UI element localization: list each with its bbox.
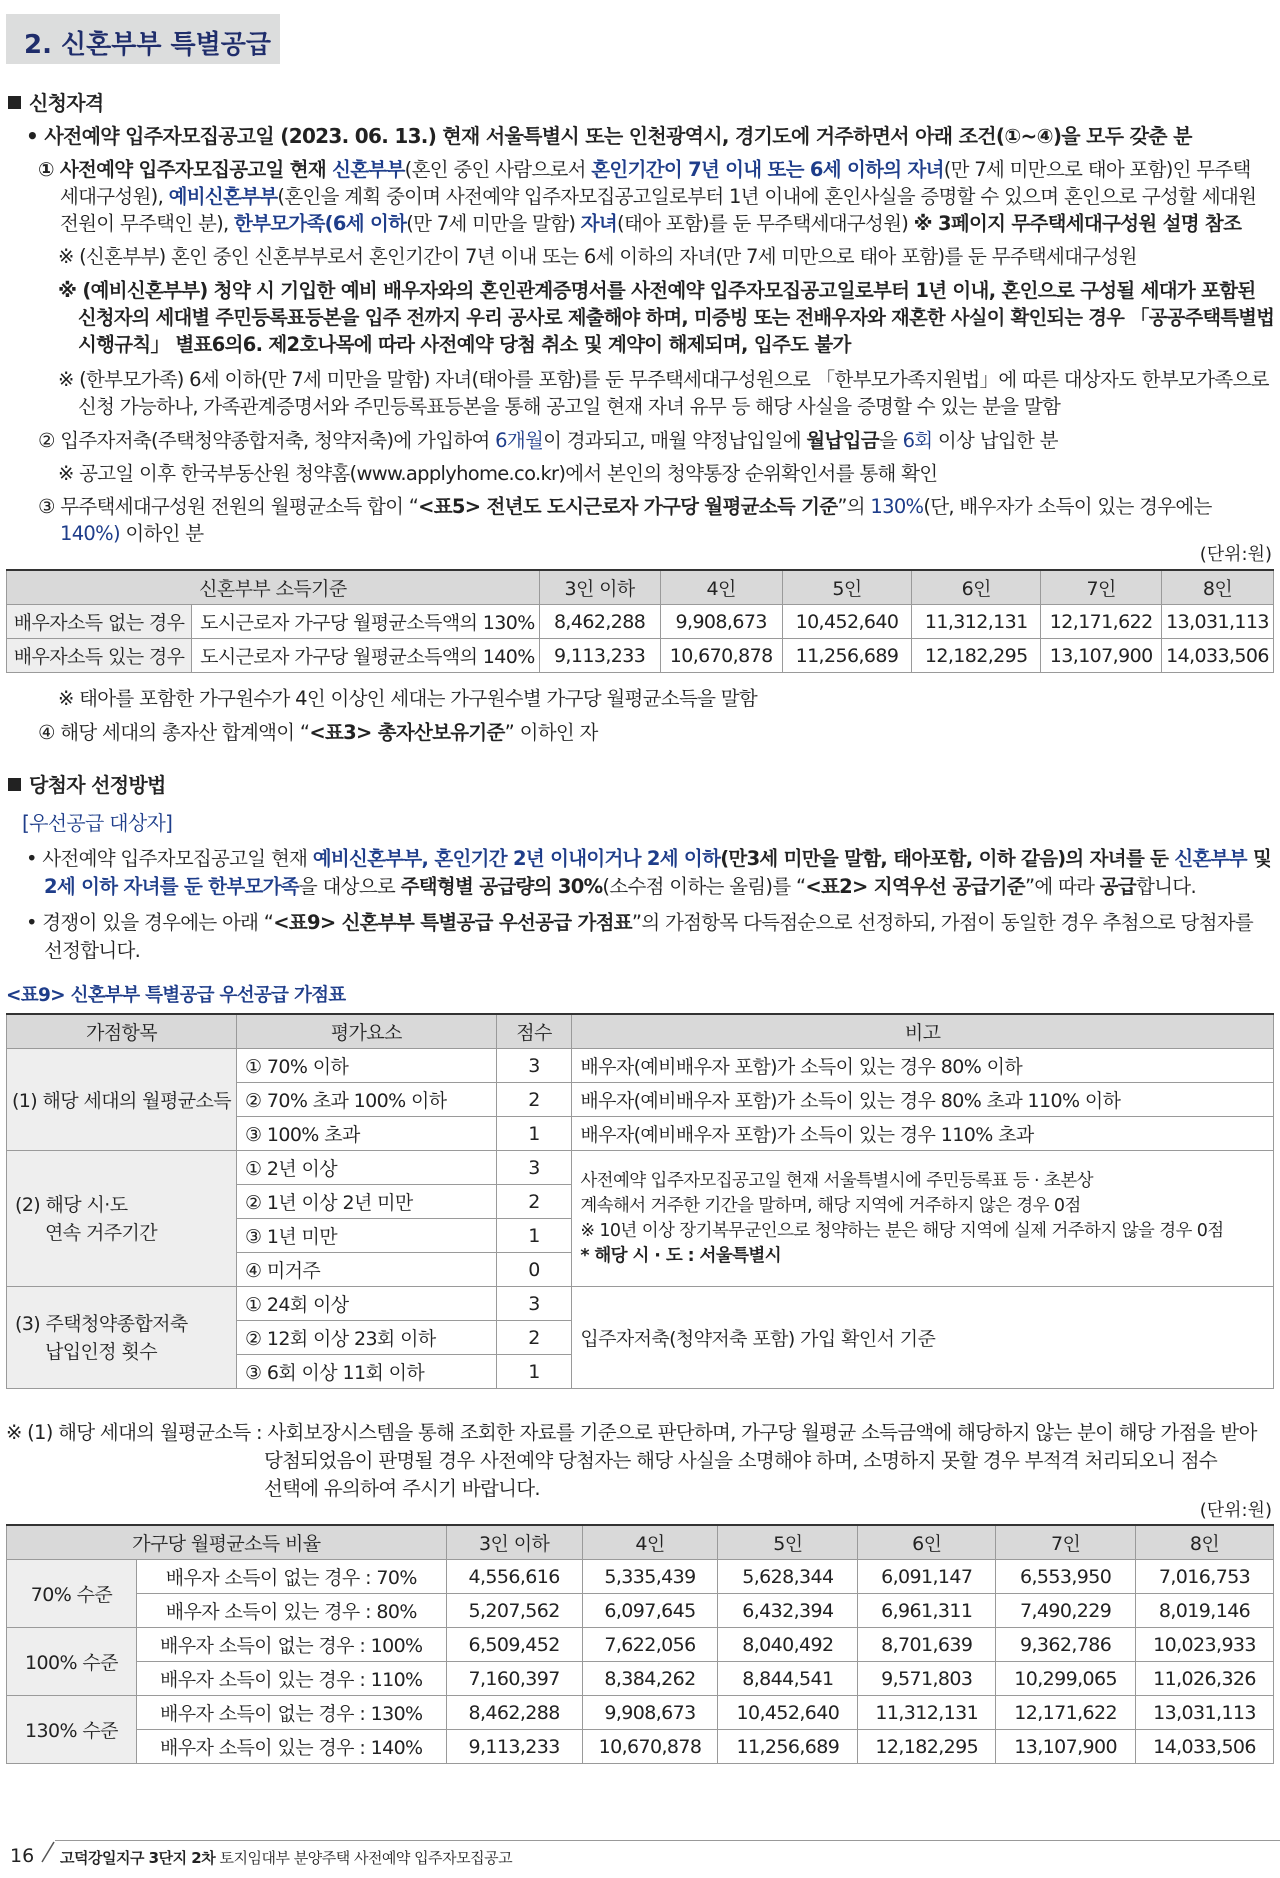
square-bullet-icon	[8, 96, 21, 109]
table-cell: 7,622,056	[582, 1628, 718, 1662]
table-header-cell: 점수	[496, 1014, 572, 1049]
table-cell: 배우자 소득이 없는 경우 : 130%	[136, 1696, 446, 1730]
table-cell: 배우자 소득이 있는 경우 : 80%	[136, 1594, 446, 1628]
table-row	[7, 1696, 1274, 1730]
table-cell: 10,452,640	[718, 1696, 858, 1730]
table-cell: 8,701,639	[858, 1628, 996, 1662]
table-cell: 6,553,950	[996, 1560, 1136, 1594]
table-cell: 3	[496, 1151, 572, 1185]
table-cell: 2	[496, 1083, 572, 1117]
unit-label-1: (단위:원)	[1199, 544, 1272, 565]
table-cell: 4,556,616	[446, 1560, 582, 1594]
footer-document-title: 고덕강일지구 3단지 2차 토지임대부 분양주택 사전예약 입주자모집공고	[60, 1849, 513, 1867]
residence-note: 사전예약 입주자모집공고일 현재 서울특별시에 주민등록표 등 · 초본상 계속해서 거주한 기간을 말하며, 해당 지역에 거주하지 않은 경우 0점 ※ 10년 이상 장기복무군인으로 청약하는 분은 해당 지역에 실제 거주하지 않을 경우 0점 * 해당 시 · 도 : 서울특별시	[572, 1151, 1274, 1287]
section-title-box	[6, 14, 280, 64]
table-cell: 9,113,233	[539, 639, 660, 673]
table-cell: 10,299,065	[996, 1662, 1136, 1696]
section-title: 2. 신혼부부 특별공급	[24, 30, 271, 60]
table-cell: 12,182,295	[858, 1730, 996, 1764]
table-cell: 13,031,113	[1136, 1696, 1274, 1730]
footer-rule	[55, 1840, 1280, 1841]
square-bullet-icon	[8, 778, 21, 791]
table-row	[7, 1151, 1274, 1185]
table-row	[7, 1594, 1274, 1628]
eligibility-intro: • 사전예약 입주자모집공고일 (2023. 06. 13.) 현재 서울특별시 또는 인천광역시, 경기도에 거주하면서 아래 조건(①~④)을 모두 갖춘 분	[26, 124, 1192, 148]
table-cell: 도시근로자 가구당 월평균소득액의 130%	[192, 605, 540, 639]
table-header-cell: 7인	[1041, 570, 1162, 605]
condition-4: ④ 해당 세대의 총자산 합계액이 “<표3> 총자산보유기준” 이하인 자	[38, 721, 598, 744]
points-category-residence: (2) 해당 시·도 연속 거주기간	[7, 1151, 237, 1287]
footnote-line-2: 당첨되었음이 판명될 경우 사전예약 당첨자는 해당 사실을 소명해야 하며, 소명하지 못할 경우 부적격 처리되오니 점수	[264, 1449, 1218, 1472]
table-cell: 6,432,394	[718, 1594, 858, 1628]
table-cell: ③ 100% 초과	[236, 1117, 496, 1151]
table-cell: 14,033,506	[1136, 1730, 1274, 1764]
unit-label-2: (단위:원)	[1199, 1500, 1272, 1521]
table-cell: 12,171,622	[996, 1696, 1136, 1730]
priority-bullet-line-2: 2세 이하 자녀를 둔 한부모가족을 대상으로 주택형별 공급량의 30%(소수점 이하는 올림)를 “<표2> 지역우선 공급기준”에 따라 공급합니다.	[44, 875, 1196, 898]
points-category-savings: (3) 주택청약종합저축 납입인정 횟수	[7, 1287, 237, 1389]
table-row	[7, 1560, 1274, 1594]
table-cell: 12,182,295	[912, 639, 1041, 673]
table-cell: 배우자 소득이 있는 경우 : 140%	[136, 1730, 446, 1764]
note-household-size: ※ 태아를 포함한 가구원수가 4인 이상인 세대는 가구원수별 가구당 월평균소득을 말함	[58, 687, 757, 710]
footer-slash-icon	[38, 1838, 58, 1864]
table-cell: 8,019,146	[1136, 1594, 1274, 1628]
table-cell: 11,026,326	[1136, 1662, 1274, 1696]
table-cell: 1	[496, 1219, 572, 1253]
table-cell: 3	[496, 1287, 572, 1321]
table-cell: 5,628,344	[718, 1560, 858, 1594]
table-row-label: 배우자소득 없는 경우	[7, 605, 192, 639]
table-cell: 3	[496, 1049, 572, 1083]
table-cell: 배우자 소득이 없는 경우 : 100%	[136, 1628, 446, 1662]
table-cell: 9,571,803	[858, 1662, 996, 1696]
table-row-label: 배우자소득 있는 경우	[7, 639, 192, 673]
table-cell: 9,908,673	[582, 1696, 718, 1730]
table-cell: 8,040,492	[718, 1628, 858, 1662]
table-cell: 1	[496, 1117, 572, 1151]
footnote-line-1: ※ (1) 해당 세대의 월평균소득 : 사회보장시스템을 통해 조회한 자료를 기준으로 판단하며, 가구당 월평균 소득금액에 해당하지 않는 분이 해당 가점을 받아	[6, 1421, 1257, 1444]
table-row	[7, 1730, 1274, 1764]
table-cell: ③ 1년 미만	[236, 1219, 496, 1253]
table-header-cell: 6인	[858, 1525, 996, 1560]
table-cell: 5,207,562	[446, 1594, 582, 1628]
table-header-cell: 3인 이하	[539, 570, 660, 605]
table-header-cell: 3인 이하	[446, 1525, 582, 1560]
table-cell: 14,033,506	[1161, 639, 1273, 673]
table-cell: ② 70% 초과 100% 이하	[236, 1083, 496, 1117]
income-ratio-table	[6, 1524, 1274, 1764]
table-cell: 11,256,689	[718, 1730, 858, 1764]
table-cell: 배우자 소득이 없는 경우 : 70%	[136, 1560, 446, 1594]
table-cell: 11,312,131	[858, 1696, 996, 1730]
table-cell: 배우자(예비배우자 포함)가 소득이 있는 경우 80% 이하	[572, 1049, 1274, 1083]
table-cell: ① 70% 이하	[236, 1049, 496, 1083]
table-cell: 0	[496, 1253, 572, 1287]
condition-2: ② 입주자저축(주택청약종합저축, 청약저축)에 가입하여 6개월이 경과되고, 매월 약정납입일에 월납입금을 6회 이상 납입한 분	[38, 429, 1058, 452]
table-cell: 8,844,541	[718, 1662, 858, 1696]
table-header-cell: 6인	[912, 570, 1041, 605]
level-label: 70% 수준	[7, 1560, 137, 1628]
table-header-row	[7, 1014, 1274, 1049]
table-cell: 13,107,900	[1041, 639, 1162, 673]
table-cell: 배우자(예비배우자 포함)가 소득이 있는 경우 80% 초과 110% 이하	[572, 1083, 1274, 1117]
table-cell: 7,160,397	[446, 1662, 582, 1696]
table-cell: 5,335,439	[582, 1560, 718, 1594]
table-cell: 6,091,147	[858, 1560, 996, 1594]
table-cell: 8,384,262	[582, 1662, 718, 1696]
table-cell: ① 24회 이상	[236, 1287, 496, 1321]
table-header-row	[7, 1525, 1274, 1560]
condition-1-line-2: 세대구성원), 예비신혼부부(혼인을 계획 중이며 사전예약 입주자모집공고일로부터 1년 이내에 혼인사실을 증명할 수 있으며 혼인으로 구성할 세대원	[60, 185, 1257, 208]
table-header-cell: 4인	[660, 570, 782, 605]
table-cell: ① 2년 이상	[236, 1151, 496, 1185]
note-newlywed: ※ (신혼부부) 혼인 중인 신혼부부로서 혼인기간이 7년 이내 또는 6세 이하의 자녀(만 7세 미만으로 태아 포함)를 둔 무주택세대구성원	[58, 245, 1137, 268]
table-cell: 8,462,288	[446, 1696, 582, 1730]
table-cell: 배우자 소득이 있는 경우 : 110%	[136, 1662, 446, 1696]
table-header-row	[7, 570, 1274, 605]
page-number: 16	[10, 1845, 35, 1867]
table-cell: 6,961,311	[858, 1594, 996, 1628]
points-category-income: (1) 해당 세대의 월평균소득	[7, 1049, 237, 1151]
footnote-line-3: 선택에 유의하여 주시기 바랍니다.	[264, 1477, 540, 1500]
table-header-cell: 5인	[782, 570, 911, 605]
table-cell: ③ 6회 이상 11회 이하	[236, 1355, 496, 1389]
selection-heading: 당첨자 선정방법	[8, 772, 166, 798]
condition-3-line-1: ③ 무주택세대구성원 전원의 월평균소득 합이 “<표5> 전년도 도시근로자 가구당 월평균소득 기준”의 130%(단, 배우자가 소득이 있는 경우에는	[38, 495, 1212, 518]
table-cell: 7,016,753	[1136, 1560, 1274, 1594]
level-label: 130% 수준	[7, 1696, 137, 1764]
savings-note: 입주자저축(청약저축 포함) 가입 확인서 기준	[572, 1287, 1274, 1389]
table-cell: 7,490,229	[996, 1594, 1136, 1628]
note-prospective-line-3: 시행규칙」 별표6의6. 제2호나목에 따라 사전예약 당첨 취소 및 계약이 해제되며, 입주도 불가	[78, 333, 851, 356]
table-row	[7, 1287, 1274, 1321]
income-standard-table	[6, 569, 1274, 673]
table-cell: 9,113,233	[446, 1730, 582, 1764]
table-header-cell: 5인	[718, 1525, 858, 1560]
table-header-cell: 7인	[996, 1525, 1136, 1560]
eligibility-heading: 신청자격	[8, 90, 103, 116]
table-header-cell: 8인	[1136, 1525, 1274, 1560]
priority-bullet-line-1: • 사전예약 입주자모집공고일 현재 예비신혼부부, 혼인기간 2년 이내이거나 2세 이하(만3세 미만을 말함, 태아포함, 이하 같음)의 자녀를 둔 신혼부부 및	[26, 847, 1272, 870]
table-cell: 도시근로자 가구당 월평균소득액의 140%	[192, 639, 540, 673]
table-header-cell: 가구당 월평균소득 비율	[7, 1525, 447, 1560]
table-cell: 10,670,878	[582, 1730, 718, 1764]
condition-3-line-2: 140%) 이하인 분	[60, 522, 204, 545]
note-applyhome: ※ 공고일 이후 한국부동산원 청약홈(www.applyhome.co.kr)에서 본인의 청약통장 순위확인서를 통해 확인	[58, 462, 938, 485]
table-header-cell: 8인	[1161, 570, 1273, 605]
competition-bullet-line-1: • 경쟁이 있을 경우에는 아래 “<표9> 신혼부부 특별공급 우선공급 가점표”의 가점항목 다득점순으로 선정하되, 가점이 동일한 경우 추첨으로 당첨자를	[26, 911, 1254, 934]
table-cell: 10,023,933	[1136, 1628, 1274, 1662]
table-header-cell: 신혼부부 소득기준	[7, 570, 540, 605]
table-row	[7, 605, 1274, 639]
table-header-cell: 4인	[582, 1525, 718, 1560]
table-cell: 배우자(예비배우자 포함)가 소득이 있는 경우 110% 초과	[572, 1117, 1274, 1151]
table-cell: 6,509,452	[446, 1628, 582, 1662]
note-prospective-line-2: 신청자의 세대별 주민등록표등본을 입주 전까지 우리 공사로 제출해야 하며, 미증빙 또는 전배우자와 재혼한 사실이 확인되는 경우 「공공주택특별법	[78, 306, 1275, 329]
table-cell: 11,312,131	[912, 605, 1041, 639]
level-label: 100% 수준	[7, 1628, 137, 1696]
note-single-parent-line-2: 신청 가능하나, 가족관계증명서와 주민등록표등본을 통해 공고일 현재 자녀 유무 등 해당 사실을 증명할 수 있는 분을 말함	[78, 395, 1061, 418]
table-header-cell: 가점항목	[7, 1014, 237, 1049]
table-cell: 8,462,288	[539, 605, 660, 639]
note-prospective-line-1: ※ (예비신혼부부) 청약 시 기입한 예비 배우자와의 혼인관계증명서를 사전예약 입주자모집공고일로부터 1년 이내, 혼인으로 구성될 세대가 포함된	[58, 279, 1256, 302]
table-cell: 10,452,640	[782, 605, 911, 639]
table-row	[7, 1662, 1274, 1696]
table-cell: 2	[496, 1321, 572, 1355]
selection-subheading: [우선공급 대상자]	[22, 811, 173, 835]
table-cell: 9,362,786	[996, 1628, 1136, 1662]
note-single-parent-line-1: ※ (한부모가족) 6세 이하(만 7세 미만을 말함) 자녀(태아를 포함)를 둔 무주택세대구성원으로 「한부모가족지원법」에 따른 대상자도 한부모가족으로	[58, 368, 1269, 391]
table-cell: ② 1년 이상 2년 미만	[236, 1185, 496, 1219]
table-cell: 11,256,689	[782, 639, 911, 673]
condition-1-line-1: ① 사전예약 입주자모집공고일 현재 신혼부부(혼인 중인 사람으로서 혼인기간이 7년 이내 또는 6세 이하의 자녀(만 7세 미만으로 태아 포함)인 무주택	[38, 158, 1251, 181]
table-cell: 1	[496, 1355, 572, 1389]
table-cell: ② 12회 이상 23회 이하	[236, 1321, 496, 1355]
table-cell: 13,031,113	[1161, 605, 1273, 639]
table-cell: 13,107,900	[996, 1730, 1136, 1764]
priority-points-table	[6, 1013, 1274, 1389]
condition-1-line-3: 전원이 무주택인 분), 한부모가족(6세 이하(만 7세 미만을 말함) 자녀(태아 포함)를 둔 무주택세대구성원) ※ 3페이지 무주택세대구성원 설명 참조	[60, 212, 1242, 235]
table-cell: 9,908,673	[660, 605, 782, 639]
table-cell: ④ 미거주	[236, 1253, 496, 1287]
competition-bullet-line-2: 선정합니다.	[44, 939, 141, 962]
table-header-cell: 평가요소	[236, 1014, 496, 1049]
table-row	[7, 639, 1274, 673]
table-row	[7, 1628, 1274, 1662]
table-cell: 2	[496, 1185, 572, 1219]
table-cell: 6,097,645	[582, 1594, 718, 1628]
table9-title: <표9> 신혼부부 특별공급 우선공급 가점표	[6, 985, 346, 1006]
table-row	[7, 1049, 1274, 1083]
table-header-cell: 비고	[572, 1014, 1274, 1049]
table-cell: 10,670,878	[660, 639, 782, 673]
table-cell: 12,171,622	[1041, 605, 1162, 639]
